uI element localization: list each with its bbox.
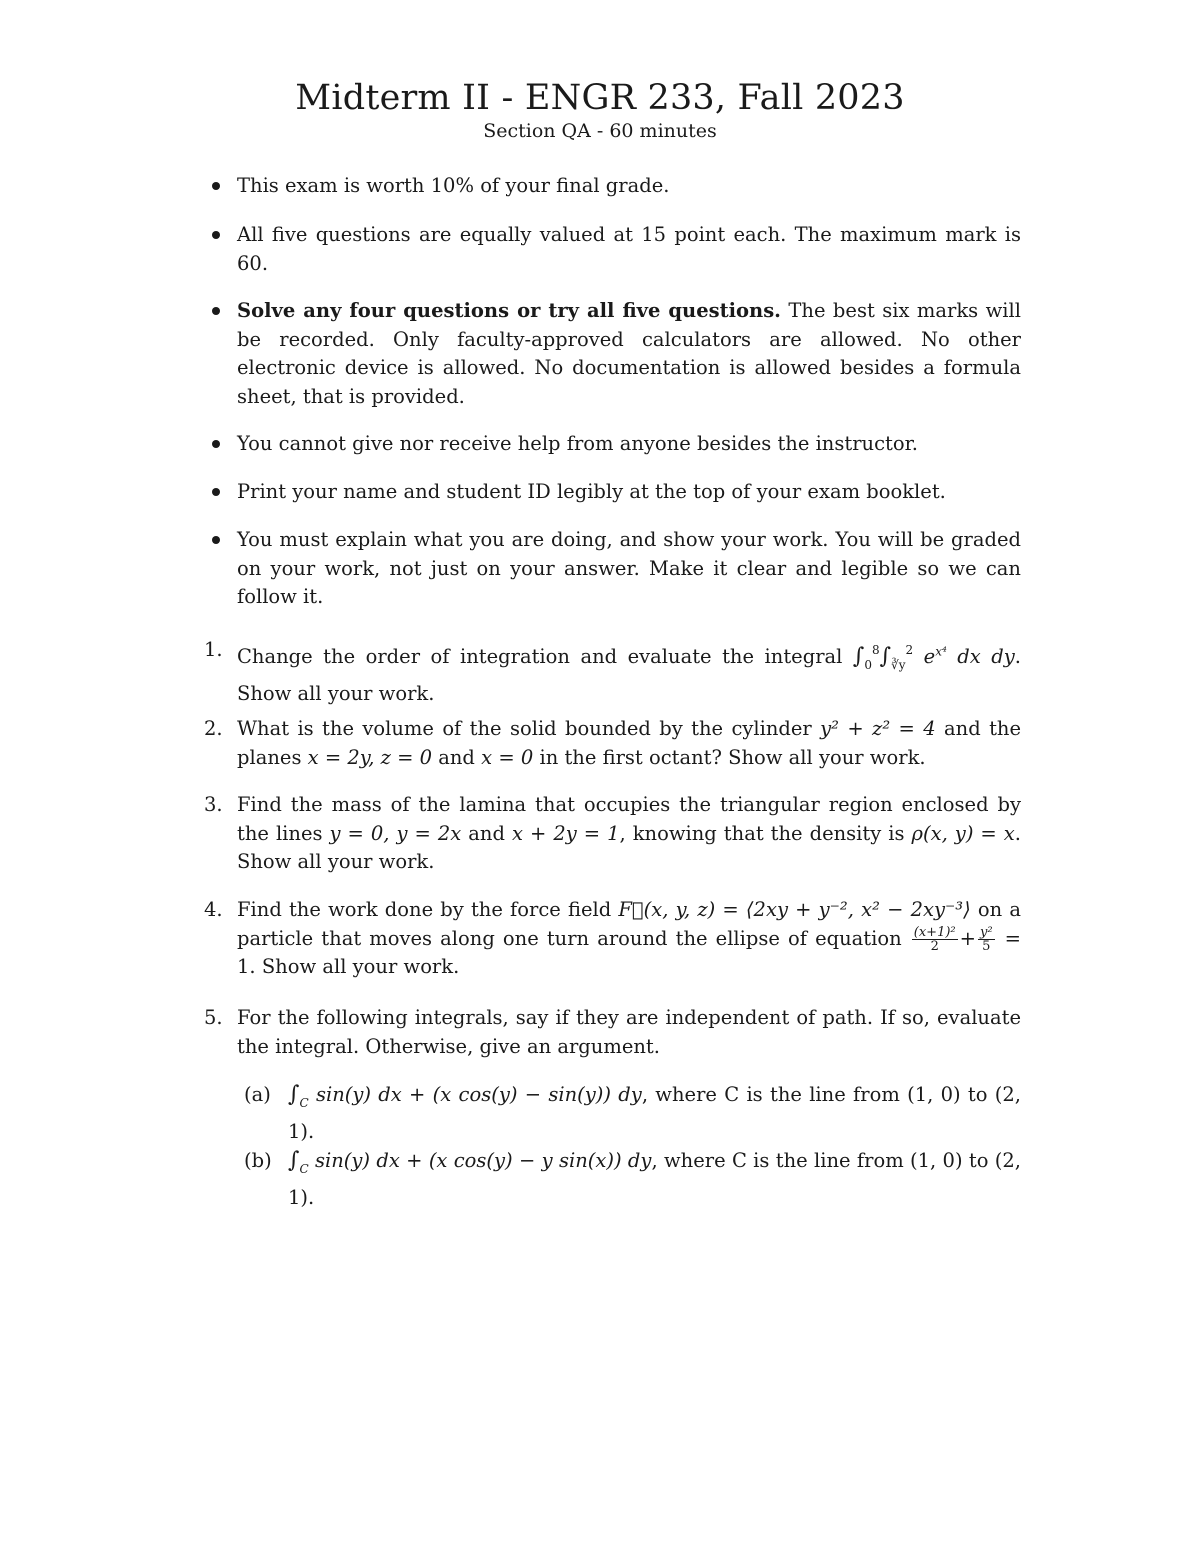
question-3: Find the mass of the lamina that occupies the triangular region enclosed by the lines y = 0, y = 2x and x + 2y = 1, knowing that the density is ρ(x, y) = x. Show all your work. xyxy=(237,793,1021,873)
question-number: 5. xyxy=(204,1006,223,1029)
subpart-b: $\int_C$ sin(y) dx + (x cos(y) − y sin(x)) dy, where C is the line from (1, 0) to (2, 1). xyxy=(288,1148,1022,1209)
integral-symbol: ∫ xyxy=(879,644,892,669)
question-number: 3. xyxy=(204,793,223,816)
integral-symbol: ∫ xyxy=(852,644,865,669)
instruction-item: Print your name and student ID legibly at the top of your exam booklet. xyxy=(237,480,946,503)
question-5: For the following integrals, say if they are independent of path. If so, evaluate the integral. Otherwise, give an argument. xyxy=(237,1006,1021,1058)
bullet-icon xyxy=(212,307,220,315)
bullet-icon xyxy=(212,231,220,239)
page-subtitle: Section QA - 60 minutes xyxy=(483,120,717,142)
instruction-item: Solve any four questions or try all five questions. The best six marks will be recorded. Only faculty-approved calculators are allowed. No other electronic device is allowed. No documentation is allowed besides a formula sheet, that is provided. xyxy=(237,299,1021,408)
instruction-item: You cannot give nor receive help from anyone besides the instructor. xyxy=(237,432,918,455)
question-number: 1. xyxy=(204,638,223,661)
subpart-a: $\int_C$ sin(y) dx + (x cos(y) − sin(y)) dy, where C is the line from (1, 0) to (2, 1). xyxy=(288,1082,1021,1143)
fraction: $\frac{\text{(x+1)²}}{2}$ xyxy=(913,924,956,954)
question-number: 4. xyxy=(204,898,223,921)
fraction: $\frac{\text{y²}}{5}$ xyxy=(979,924,993,954)
question-2: What is the volume of the solid bounded by the cylinder y² + z² = 4 and the planes x = 2y, z = 0 and x = 0 in the first octant? Show all your work. xyxy=(237,717,1022,769)
bullet-icon xyxy=(212,182,220,190)
instruction-emphasis: Solve any four questions or try all five questions. xyxy=(237,299,781,322)
instruction-item: All five questions are equally valued at 15 point each. The maximum mark is 60. xyxy=(237,223,1021,275)
bullet-icon xyxy=(212,536,220,544)
bullet-icon xyxy=(212,488,220,496)
instruction-item: This exam is worth 10% of your final grade. xyxy=(237,174,670,197)
bullet-icon xyxy=(212,440,220,448)
page-title: Midterm II - ENGR 233, Fall 2023 xyxy=(295,78,905,118)
question-4: Find the work done by the force field F⃗(x, y, z) = ⟨2xy + y⁻², x² − 2xy⁻³⟩ on a particle that moves along one turn around the ellipse of equation $\frac{\text{(x+1)²}}{2}$ + $\frac{\text{y²}}{5}$ = 1. Show all your work. xyxy=(237,898,1021,978)
subpart-label: (b) xyxy=(244,1149,272,1172)
instruction-item: You must explain what you are doing, and show your work. You will be graded on your work, not just on your answer. Make it clear and legible so we can follow it. xyxy=(237,528,1021,608)
question-1: Change the order of integration and evaluate the integral $\int_0^8\int_{∛y}^2$ $e^{x^4}$ dx dy. Show all your work. xyxy=(237,643,1021,705)
question-number: 2. xyxy=(204,717,223,740)
subpart-label: (a) xyxy=(244,1083,271,1106)
